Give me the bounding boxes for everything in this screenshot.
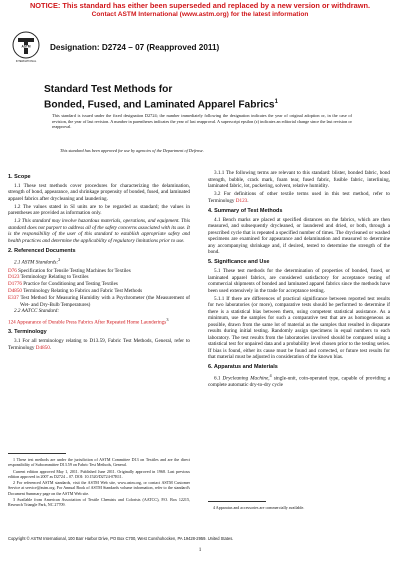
footnote: 2 For referenced ASTM standards, visit the ASTM Web site, www.astm.org, or contact ASTM Customer Service at service@astm.org. For Annual Book of ASTM Standards volume information, refer to the standard's Document Summary page on the ASTM Web site.: [8, 480, 190, 496]
standard-intro: This standard is issued under the fixed designation D2724; the number immediately following the designation indicates the year of original adoption or, in the case of revision, the year of last revision. A number in parentheses indicates the year of last reapproval. A superscript epsilon (ε) indicates an editorial change since the last revision or reapproval.: [52, 113, 352, 129]
reference-item[interactable]: D4850 Terminology Relating to Fabrics and Fabric Test Methods: [8, 288, 143, 295]
paragraph-5-1-1: 5.1.1 If there are differences of practical significance between reported test results for two laboratories (or more), comparative tests should be performed to determine if there is a statistical bias between them, using competent statistical assistance. As a minimum, use the samples for such a comparative test that are as homogeneous as possible, drawn from the same lot of material as the samples that resulted in disparate results during initial testing. Randomly assign specimens in equal numbers to each laboratory. The test results from the laboratories involved should be compared using a statistical test for unpaired data and a probability level chosen prior to the testing series. If bias is found, either its cause must be found and corrected, or future test results for that material must be adjusted in consideration of the known bias.: [208, 295, 390, 361]
reference-item[interactable]: E337 Test Method for Measuring Humidity with a Psychrometer (the Measurement of Wet- and Dry-Bulb Temperatures): [8, 295, 190, 308]
section-heading-summary: 4. Summary of Test Methods: [208, 207, 283, 214]
footnotes: [8, 457, 190, 509]
paragraph-3-1: 3.1 For all terminology relating to D13.59, Fabric Test Methods, General, refer to Terminology D4850.: [8, 338, 190, 351]
page-number: 1: [198, 547, 202, 553]
paragraph-1-2: 1.2 The values stated in SI units are to be regarded as standard; the values in parentheses are provided as information only.: [8, 203, 190, 217]
section-heading-referenced-documents: 2. Referenced Documents: [8, 247, 76, 254]
paragraph-1-3: 1.3 This standard may involve hazardous materials, operations, and equipment. This standard does not purport to address all of the safety concerns associated with its use. It is the responsibility of the user of this standard to establish appropriate safety and health practices and determine the applicability of regulatory limitations prior to use.: [8, 218, 190, 244]
copyright-line: Copyright © ASTM International, 100 Barr Harbor Drive, PO Box C700, West Conshohocken, PA 19428-2959. United States.: [8, 536, 234, 541]
notice-banner: [0, 2, 400, 19]
link-d123[interactable]: D123: [235, 197, 248, 204]
reference-item-aatcc[interactable]: 124 Appearance of Durable Press Fabrics After Repeated Home Launderings$^3$: [8, 316, 169, 326]
astm-logo-icon: [9, 30, 43, 64]
title-line-2: Bonded, Fused, and Laminated Apparel Fabrics: [44, 99, 275, 111]
right-column: [208, 170, 390, 391]
svg-text:ASTM: ASTM: [21, 44, 31, 49]
paragraph-3-2: 3.2 For definitions of other textile terms used in this test method, refer to Terminology D123.: [208, 191, 390, 204]
link-d4850[interactable]: D4850: [35, 344, 50, 351]
paragraph-1-1: 1.1 These test methods cover procedures for characterizing the delamination, strength of bond, appearance, and shrinkage propensity of bonded, fused, and laminated apparel fabrics after drycleaning and laundering.: [8, 182, 190, 202]
paragraph-2-1: 2.1 ASTM Standards:$^2$: [14, 256, 61, 266]
section-heading-scope: 1. Scope: [8, 173, 31, 180]
reference-item[interactable]: D1776 Practice for Conditioning and Testing Textiles: [8, 281, 118, 288]
logo-caption: INTERNATIONAL: [15, 60, 37, 63]
notice-line-1: NOTICE: This standard has either been superseded and replaced by a new version or withdrawn.: [29, 1, 371, 10]
paragraph-3-1-1: 3.1.1 The following terms are relevant to this standard: blister, bonded fabric, bond strength, bubble, crack mark, foam tear, fused fabric, fusible fabric, interlining, laminated fabric, lot, puckering, solvent, relative humidity.: [208, 170, 390, 189]
footnote: 3 Available from American Association of Textile Chemists and Colorists (AATCC), P.O. Box 12215, Research Triangle Park, NC 27709.: [8, 497, 190, 508]
footnote: 1 These test methods are under the jurisdiction of ASTM Committee D13 on Textiles and are the direct responsibility of Subcommittee D13.59 on Fabric Test Methods, General.: [8, 457, 190, 468]
notice-line-2: Contact ASTM International (www.astm.org) for the latest information: [91, 10, 309, 18]
section-heading-terminology: 3. Terminology: [8, 329, 47, 336]
footnote-right: 4 Apparatus and accessories are commercially available.: [213, 505, 305, 510]
title-footnote-mark: 1: [274, 99, 278, 105]
paragraph-4-1: 4.1 Bench marks are placed at specified distances on the fabrics, which are then measured, and subsequently drycleaned, or laundered and dried, or both, through a prescribed cycle that is repeated a specified number of times. The drycleaned or washed specimens are examined for appearance and delamination and measured to determine any accompanying shrinkage and, if desired, tested to determine the strength of the bond.: [208, 216, 390, 256]
section-heading-apparatus: 6. Apparatus and Materials: [208, 364, 278, 371]
paragraph-5-1: 5.1 These test methods for the determination of properties of bonded, fused, or laminated apparel fabrics, are considered satisfactory for acceptance testing of commercial shipments of bonded and laminated apparel fabrics since the methods have been used extensively in the trade for acceptance testing.: [208, 268, 390, 294]
reference-item[interactable]: D123 Terminology Relating to Textiles: [8, 274, 89, 281]
title-line-1: Standard Test Methods for: [44, 84, 173, 95]
designation: Designation: D2724 – 07 (Reapproved 2011): [50, 43, 220, 52]
footnote: Current edition approved May 1, 2011. Published June 2011. Originally approved in 1968. Last previous edition approved in 2007 as D2724 – 07. DOI: 10.1520/D2724-07R11.: [8, 468, 190, 479]
dod-approval-note: This standard has been approved for use by agencies of the Department of Defense.: [60, 148, 204, 153]
left-column: [8, 170, 190, 353]
paragraph-6-1: 6.1 Drycleaning Machine,$^4$ single-unit, coin-operated type, capable of providing a complete automatic dry-to-dry cycle: [208, 373, 390, 389]
footnote-divider: [8, 453, 66, 454]
document-title: [44, 84, 364, 111]
section-heading-significance: 5. Significance and Use: [208, 259, 270, 266]
paragraph-2-2: 2.2 AATCC Standard:: [14, 308, 60, 315]
footnote-divider-right: [208, 501, 266, 502]
reference-item[interactable]: D76 Specification for Tensile Testing Machines for Textiles: [8, 267, 131, 274]
